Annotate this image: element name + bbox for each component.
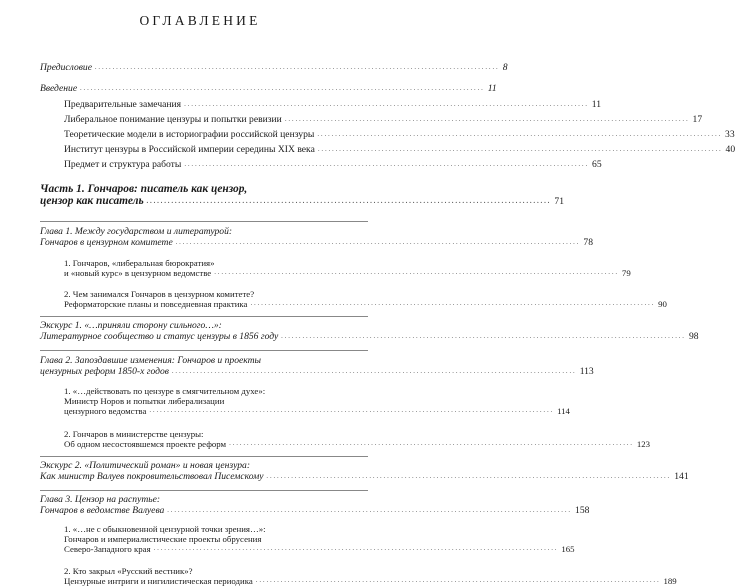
dot-leader: .................................................................................................................. bbox=[80, 84, 485, 92]
toc-chapter-3[interactable] bbox=[40, 494, 590, 516]
chapter-title-line: Гончаров в ведомстве Валуева bbox=[40, 505, 165, 516]
dot-leader: .................................................................................................................. bbox=[317, 145, 723, 153]
excursus-title-line: Экскурс 2. «Политический роман» и новая цензура: bbox=[40, 460, 251, 471]
section-title-line: 1. «…действовать по цензуре в смягчительном духе»: bbox=[64, 386, 266, 396]
chapter-title-line: Глава 3. Цензор на распутье: bbox=[40, 494, 161, 505]
toc-page-number: 33 bbox=[725, 129, 735, 140]
toc-page-number: 141 bbox=[674, 471, 689, 482]
dot-leader: .................................................................................................................. bbox=[94, 63, 500, 71]
toc-label: Теоретические модели в историографии российской цензуры bbox=[64, 129, 315, 140]
toc-excursus-1[interactable] bbox=[40, 320, 699, 342]
section-title-line: Гончаров и империалистические проекты обрусения bbox=[64, 534, 262, 544]
toc-page-number: 158 bbox=[575, 505, 590, 516]
dot-leader: .................................................................................................................. bbox=[266, 472, 672, 480]
dot-leader: .................................................................................................................. bbox=[184, 160, 590, 168]
divider bbox=[40, 221, 368, 222]
dot-leader: .................................................................................................................. bbox=[281, 332, 686, 340]
page-title: ОГЛАВЛЕНИЕ bbox=[139, 13, 261, 28]
dot-leader: .................................................................................................................. bbox=[184, 100, 589, 108]
dot-leader: .................................................................................................................. bbox=[284, 115, 690, 123]
toc-entry-intro-item[interactable] bbox=[64, 144, 735, 155]
toc-section[interactable] bbox=[64, 524, 575, 554]
dot-leader: .................................................................................................................. bbox=[149, 406, 555, 414]
toc-label: Введение bbox=[40, 83, 78, 94]
part-title-line: цензор как писатель bbox=[40, 195, 144, 207]
excursus-title-line: Экскурс 1. «…приняли сторону сильного…»: bbox=[40, 320, 222, 331]
toc-page-number: 98 bbox=[688, 331, 699, 342]
toc-page-number: 113 bbox=[579, 366, 594, 377]
chapter-title-line: Глава 2. Запоздавшие изменения: Гончаров и проекты bbox=[40, 355, 262, 366]
toc-page-number: 11 bbox=[487, 83, 497, 94]
section-title-line: Об одном несостоявшемся проекте реформ bbox=[64, 439, 227, 449]
toc-page-number: 165 bbox=[561, 544, 575, 554]
toc-page-number: 65 bbox=[592, 159, 602, 170]
toc-page-number: 90 bbox=[658, 299, 667, 309]
section-title-line: Министр Норов и попытки либерализации bbox=[64, 396, 225, 406]
toc-page-number: 17 bbox=[692, 114, 703, 125]
toc-entry-preface[interactable] bbox=[40, 62, 508, 73]
section-title-line: цензурного ведомства bbox=[64, 406, 147, 416]
dot-leader: .................................................................................................................. bbox=[255, 576, 661, 584]
dot-leader: .................................................................................................................. bbox=[175, 238, 581, 246]
toc-label: Институт цензуры в Российской империи середины XIX века bbox=[64, 144, 315, 155]
toc-page-number: 189 bbox=[663, 576, 677, 586]
section-title-line: Реформаторские планы и повседневная практика bbox=[64, 299, 248, 309]
toc-entry-intro-item[interactable] bbox=[64, 99, 602, 110]
section-title-line: 1. «…не с обыкновенной цензурной точки зрения…»: bbox=[64, 524, 266, 534]
toc-entry-intro[interactable] bbox=[40, 83, 497, 94]
toc-section[interactable] bbox=[64, 566, 677, 586]
section-title-line: 1. Гончаров, «либеральная бюрократия» bbox=[64, 258, 215, 268]
divider bbox=[40, 316, 368, 317]
toc-label: Предмет и структура работы bbox=[64, 159, 182, 170]
divider bbox=[40, 456, 368, 457]
divider bbox=[40, 490, 368, 491]
toc-page-number: 11 bbox=[591, 99, 602, 110]
dot-leader: .................................................................................................................. bbox=[146, 197, 552, 205]
dot-leader: .................................................................................................................. bbox=[317, 130, 723, 138]
toc-entry-intro-item[interactable] bbox=[64, 114, 703, 125]
toc-label: Предисловие bbox=[40, 62, 92, 73]
toc-entry-intro-item[interactable] bbox=[64, 159, 602, 170]
toc-section[interactable] bbox=[64, 429, 651, 449]
toc-page-number: 114 bbox=[557, 406, 570, 416]
section-title-line: 2. Гончаров в министерстве цензуры: bbox=[64, 429, 204, 439]
toc-label: Либеральное понимание цензуры и попытки ревизии bbox=[64, 114, 282, 125]
chapter-title-line: Гончаров в цензурном комитете bbox=[40, 237, 173, 248]
dot-leader: .................................................................................................................. bbox=[250, 299, 656, 307]
toc-page-number: 8 bbox=[502, 62, 508, 73]
section-title-line: Северо-Западного края bbox=[64, 544, 151, 554]
toc-section[interactable] bbox=[64, 289, 667, 309]
dot-leader: .................................................................................................................. bbox=[167, 506, 573, 514]
chapter-title-line: цензурных реформ 1850-х годов bbox=[40, 366, 169, 377]
toc-entry-intro-item[interactable] bbox=[64, 129, 735, 140]
toc-excursus-2[interactable] bbox=[40, 460, 689, 482]
toc-page-number: 123 bbox=[636, 439, 651, 449]
toc-chapter-1[interactable] bbox=[40, 226, 593, 248]
section-title-line: 2. Кто закрыл «Русский вестник»? bbox=[64, 566, 193, 576]
section-title-line: и «новый курс» в цензурном ведомстве bbox=[64, 268, 212, 278]
excursus-title-line: Литературное сообщество и статус цензуры в 1856 году bbox=[40, 331, 279, 342]
part-title-line: Часть 1. Гончаров: писатель как цензор, bbox=[40, 183, 248, 195]
dot-leader: .................................................................................................................. bbox=[229, 439, 634, 447]
toc-label: Предварительные замечания bbox=[64, 99, 182, 110]
dot-leader: .................................................................................................................. bbox=[171, 367, 577, 375]
section-title-line: Цензурные интриги и нигилистическая периодика bbox=[64, 576, 253, 586]
toc-part-1[interactable] bbox=[40, 183, 565, 207]
dot-leader: .................................................................................................................. bbox=[153, 544, 559, 552]
toc-section[interactable] bbox=[64, 258, 631, 278]
toc-chapter-2[interactable] bbox=[40, 355, 594, 377]
excursus-title-line: Как министр Валуев покровительствовал Писемскому bbox=[40, 471, 264, 482]
dot-leader: .................................................................................................................. bbox=[214, 268, 619, 276]
chapter-title-line: Глава 1. Между государством и литературой: bbox=[40, 226, 233, 237]
section-title-line: 2. Чем занимался Гончаров в цензурном комитете? bbox=[64, 289, 255, 299]
toc-page-number: 71 bbox=[554, 196, 565, 207]
divider bbox=[40, 350, 368, 351]
toc-section[interactable] bbox=[64, 386, 570, 416]
toc-page-number: 79 bbox=[621, 268, 631, 278]
toc-page-number: 78 bbox=[583, 237, 593, 248]
toc-page-number: 40 bbox=[725, 144, 735, 155]
